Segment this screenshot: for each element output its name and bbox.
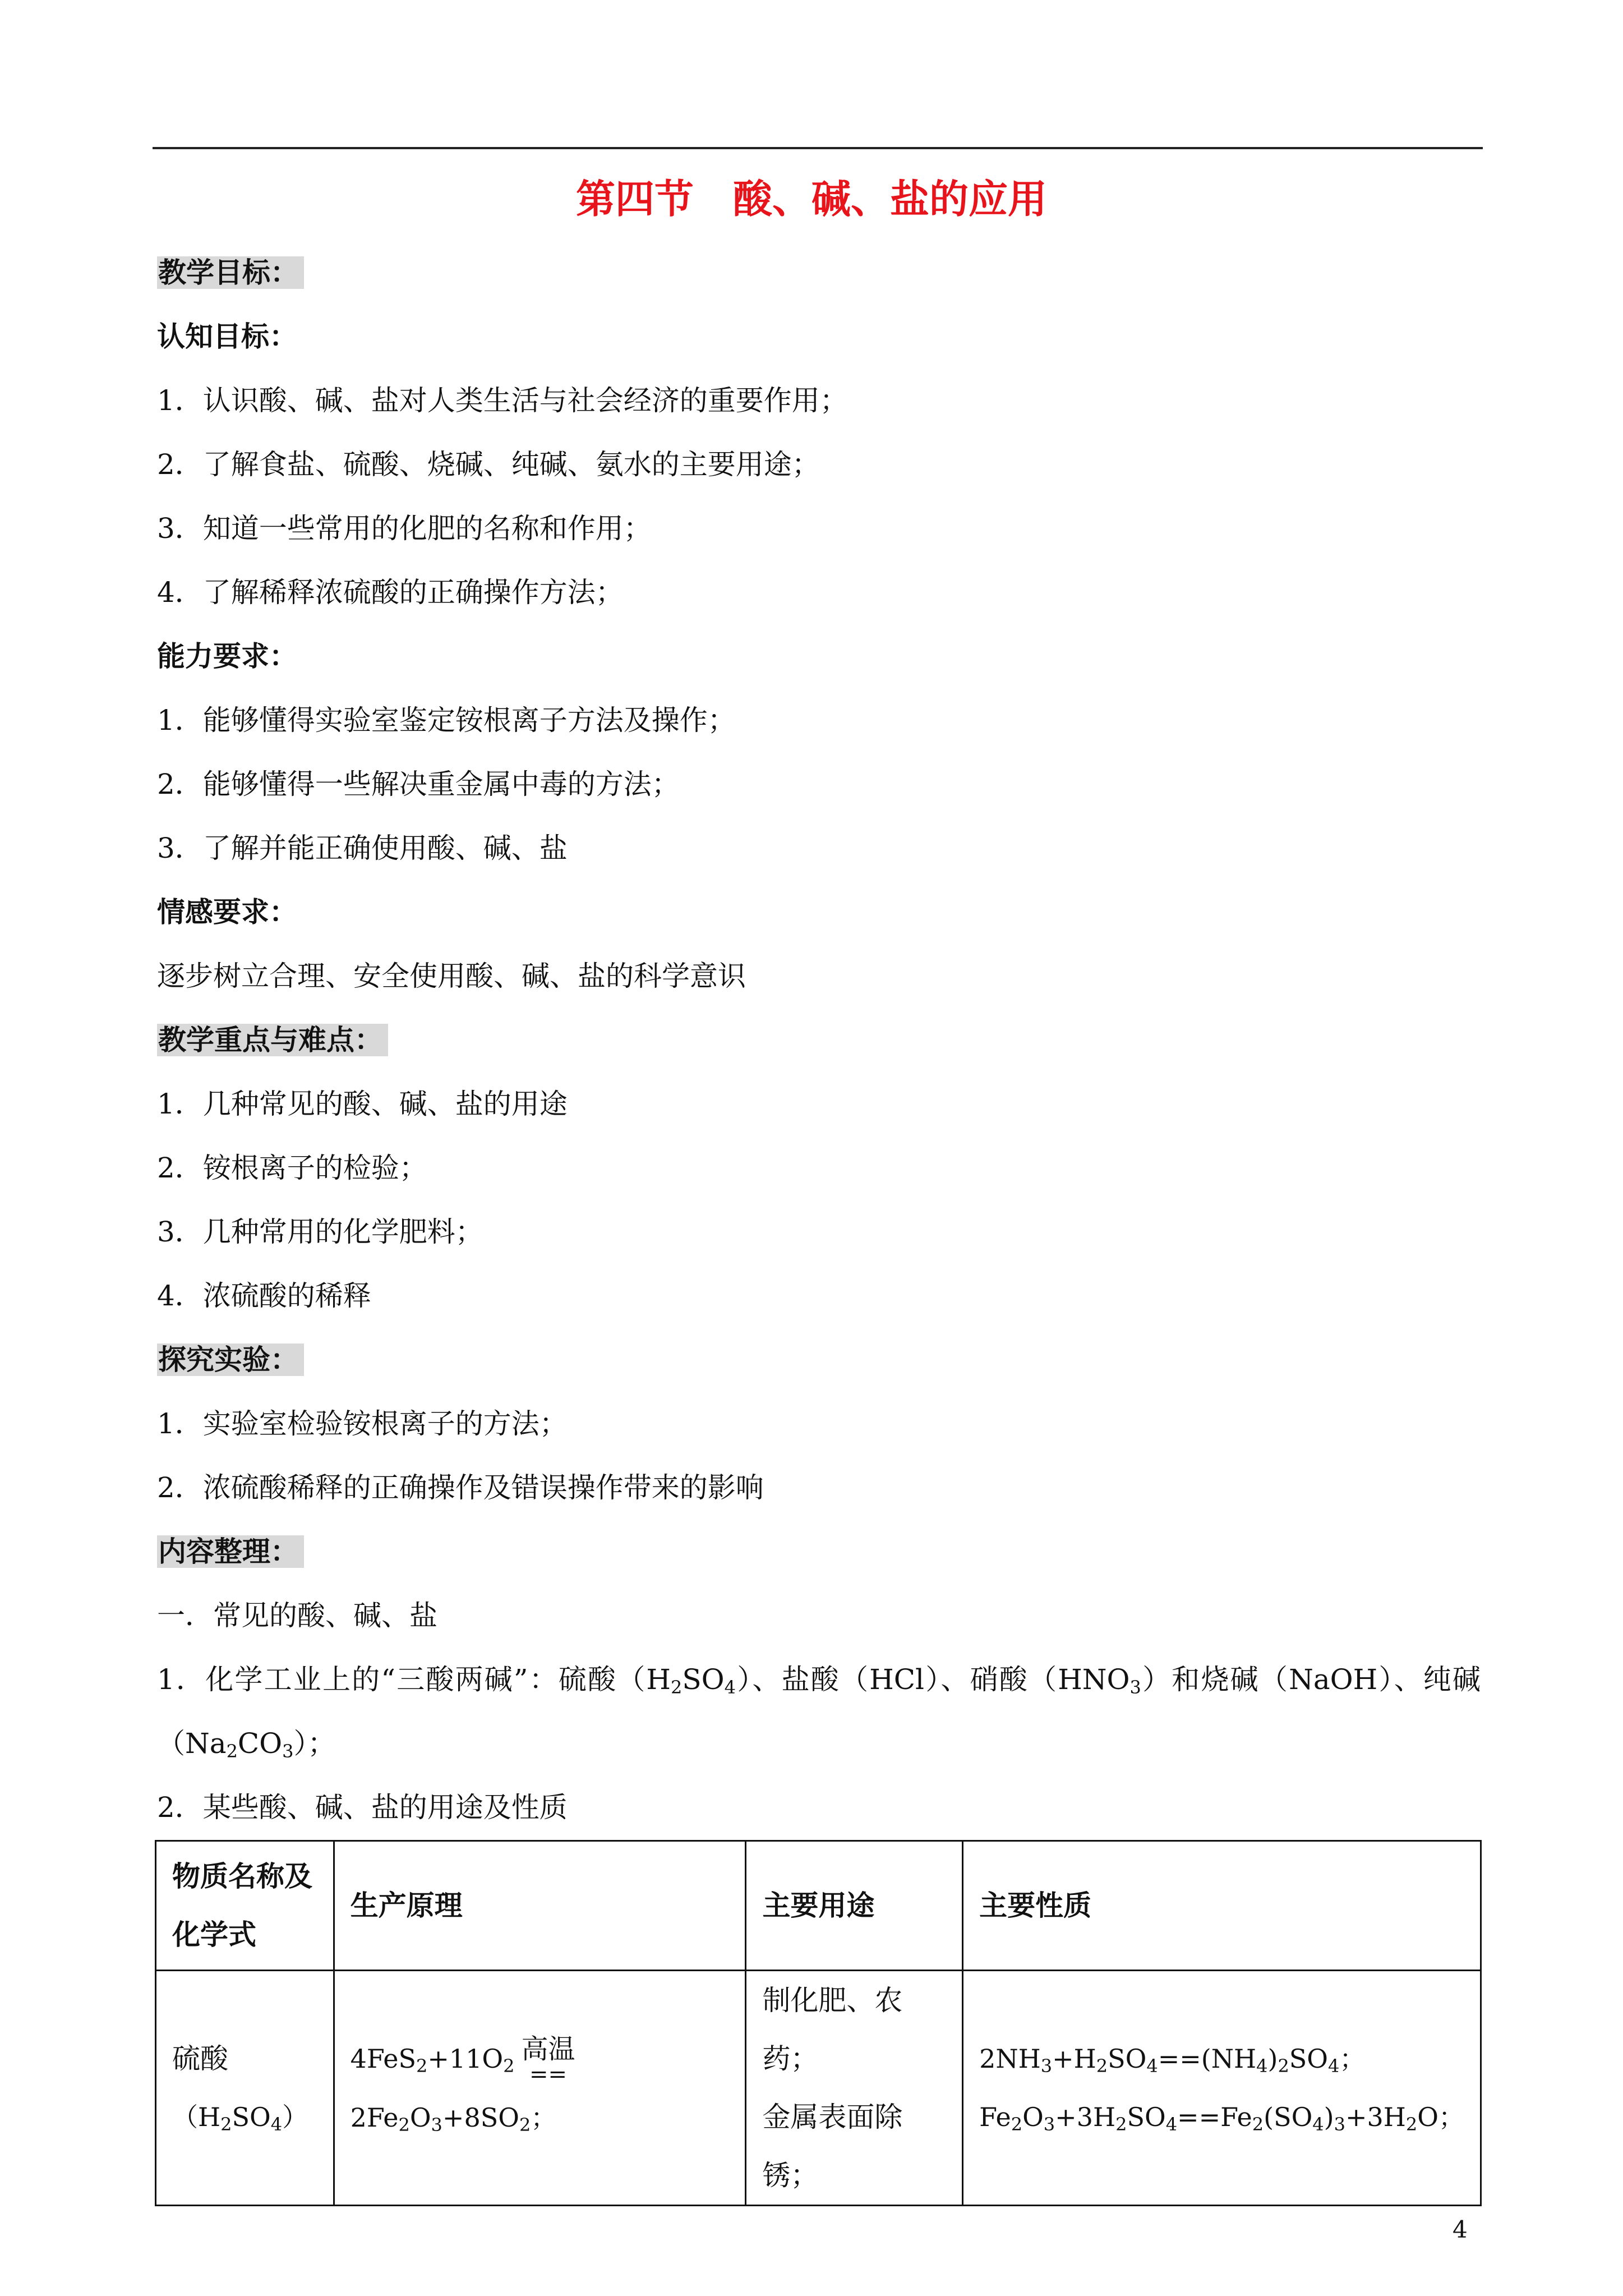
list-item: 4．了解稀释浓硫酸的正确操作方法； xyxy=(157,576,624,609)
section-heading-ability xyxy=(157,634,297,679)
heading-label: 探究实验： xyxy=(157,1343,304,1376)
list-item: 2．了解食盐、硫酸、烧碱、纯碱、氨水的主要用途； xyxy=(157,448,820,481)
heading-label: 内容整理： xyxy=(157,1535,304,1568)
list-item: 2．能够懂得一些解决重金属中毒的方法； xyxy=(157,768,680,800)
section-heading-content xyxy=(157,1529,304,1574)
list-item: 4．浓硫酸的稀释 xyxy=(157,1280,371,1312)
table-header-principle: 生产原理 xyxy=(334,1841,746,1971)
list-item: 3．知道一些常用的化肥的名称和作用； xyxy=(157,512,652,545)
section-heading-teaching-goals xyxy=(157,250,304,295)
paragraph-three-acids-two-bases: 1．化学工业上的“三酸两碱”：硫酸$(H_2SO_4)$、盐酸（HCl）、硝酸$(HNO_3)$和烧碱（NaOH）、纯碱 xyxy=(157,1663,1481,1698)
list-item: 1．实验室检验铵根离子的方法； xyxy=(157,1407,568,1440)
section-heading-key-points xyxy=(157,1018,388,1062)
page-title: 第四节 酸、碱、盐的应用 xyxy=(576,176,1047,222)
page-number: 4 xyxy=(1453,2216,1468,2243)
list-item: 3．几种常用的化学肥料； xyxy=(157,1216,483,1248)
heading-label: 情感要求： xyxy=(157,896,297,928)
list-item: 1．几种常见的酸、碱、盐的用途 xyxy=(157,1088,568,1120)
header-rule xyxy=(153,147,1483,149)
list-item: 1．能够懂得实验室鉴定铵根离子方法及操作； xyxy=(157,704,736,737)
table-header-name: 物质名称及 化学式 xyxy=(156,1841,334,1971)
properties-table xyxy=(155,1840,1482,2206)
list-item: 1．认识酸、碱、盐对人类生活与社会经济的重要作用； xyxy=(157,384,848,417)
table-header-use: 主要用途 xyxy=(746,1841,963,1971)
heading-label: 教学重点与难点： xyxy=(157,1024,388,1056)
subheading: 一．常见的酸、碱、盐 xyxy=(157,1599,437,1632)
section-heading-experiment xyxy=(157,1337,304,1382)
heading-label: 教学目标： xyxy=(157,256,304,289)
heading-label: 认知目标： xyxy=(157,320,297,353)
table-cell-principle: $4FeS_2+11O_2$ 高温 == $2Fe_2O_3+8SO_2$； xyxy=(334,1971,746,2206)
paragraph: 逐步树立合理、安全使用酸、碱、盐的科学意识 xyxy=(157,960,746,992)
paragraph-continuation: $(Na_2CO_3)$； xyxy=(157,1727,336,1762)
reaction-condition: 高温 == xyxy=(521,2033,575,2087)
section-heading-emotion xyxy=(157,890,297,935)
heading-label: 能力要求： xyxy=(157,640,297,673)
list-item: 2．铵根离子的检验； xyxy=(157,1152,427,1184)
table-cell-name: 硫酸 $(H_2SO_4)$ xyxy=(156,1971,334,2206)
list-item: 2．某些酸、碱、盐的用途及性质 xyxy=(157,1791,568,1824)
table-cell-property: $2NH_3+H_2SO_4==(NH_4)_2SO_4$； $Fe_2O_3+3H_2SO_4==Fe_2(SO_4)_3+3H_2O$； xyxy=(963,1971,1481,2206)
table-cell-use: 制化肥、农药； 金属表面除锈； xyxy=(746,1971,963,2206)
table-row xyxy=(156,1971,1481,2206)
table-header-property: 主要性质 xyxy=(963,1841,1481,1971)
section-heading-cognitive xyxy=(157,314,297,359)
list-item: 3．了解并能正确使用酸、碱、盐 xyxy=(157,832,568,864)
list-item: 2．浓硫酸稀释的正确操作及错误操作带来的影响 xyxy=(157,1471,764,1504)
table-header-row xyxy=(156,1841,1481,1971)
